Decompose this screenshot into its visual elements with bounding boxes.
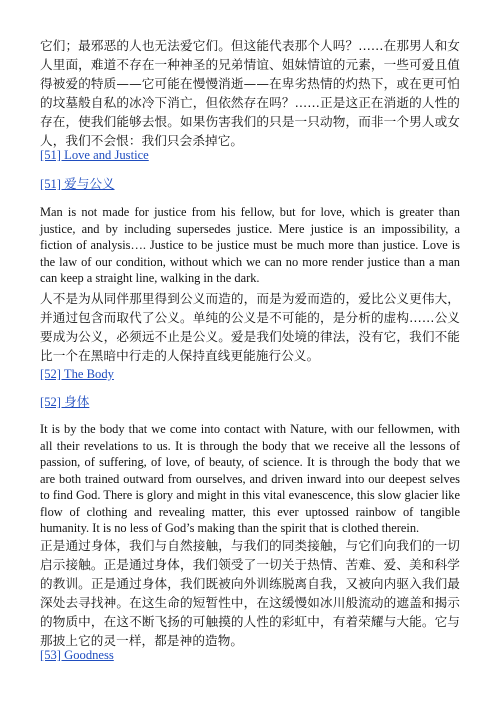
section-link-51-zh[interactable]: [51] 爱与公义	[40, 177, 115, 191]
paragraph-en-body: It is by the body that we come into contact with Nature, with our fellowmen, with all their revelations to us. It is through the body that we receive all the lessons of passion, of suffering, of love, of beauty, of science. It is through the body that we are both trained outward from ourselves, and driven inward into our deepest selves to find God. There is glory and might in this vital evanescence, this slow glacier like flow of clothing and revealing matter, this ever uptossed rainbow of tangible humanity. It is no less of God’s making than the spirit that is clothed therein.	[40, 422, 460, 535]
section-link-52-zh[interactable]: [52] 身体	[40, 395, 90, 409]
paragraph-zh-body: 正是通过身体，我们与自然接触，与我们的同类接触，与它们向我们的一切启示接触。正是通过身体，我们领受了一切关于热情、苦难、爱、美和科学的教训。正是通过身体，我们既被向外训练脱离自我，又被向内驱入我们最深处去寻找神。在这生命的短暂性中，在这缓慢如冰川般流动的遮盖和揭示的物质中，在这不断飞扬的可触摸的人性的彩虹中，有着荣耀与大能。它与那披上它的灵一样，都是神的造物。	[40, 538, 460, 648]
section-link-51-en[interactable]: [51] Love and Justice	[40, 148, 149, 162]
paragraph-zh-intro: 它们；最邪恶的人也无法爱它们。但这能代表那个人吗？……在那男人和女人里面，难道不存在一种神圣的兄弟情谊、姐妹情谊的元素，一些可爱且值得被爱的特质——它可能在慢慢消逝——在卑劣热情的灼热下，或在更可怕的坟墓般自私的冰冷下消亡，但依然存在吗？……正是这正在消逝的人性的存在，使我们能够去恨。如果伤害我们的只是一只动物，而非一个男人或女人，我们不会恨：我们只会杀掉它。	[40, 38, 460, 148]
section-link-53-en[interactable]: [53] Goodness	[40, 648, 114, 662]
section-link-52-en[interactable]: [52] The Body	[40, 367, 114, 381]
paragraph-zh-love-justice: 人不是为从同伴那里得到公义而造的，而是为爱而造的，爱比公义更伟大，并通过包含而取代了公义。单纯的公义是不可能的，是分析的虚构……公义要成为公义，必须远不止是公义。爱是我们处境的律法，没有它，我们不能比一个在黑暗中行走的人保持直线更能施行公义。	[40, 291, 460, 363]
paragraph-en-love-justice: Man is not made for justice from his fellow, but for love, which is greater than justice, and by including supersedes justice. Mere justice is an impossibility, a fiction of analysis…. Justice to be justice must be much more than justice. Love is the law of our condition, without which we can no more render justice than a man can keep a straight line, walking in the dark.	[40, 205, 460, 285]
